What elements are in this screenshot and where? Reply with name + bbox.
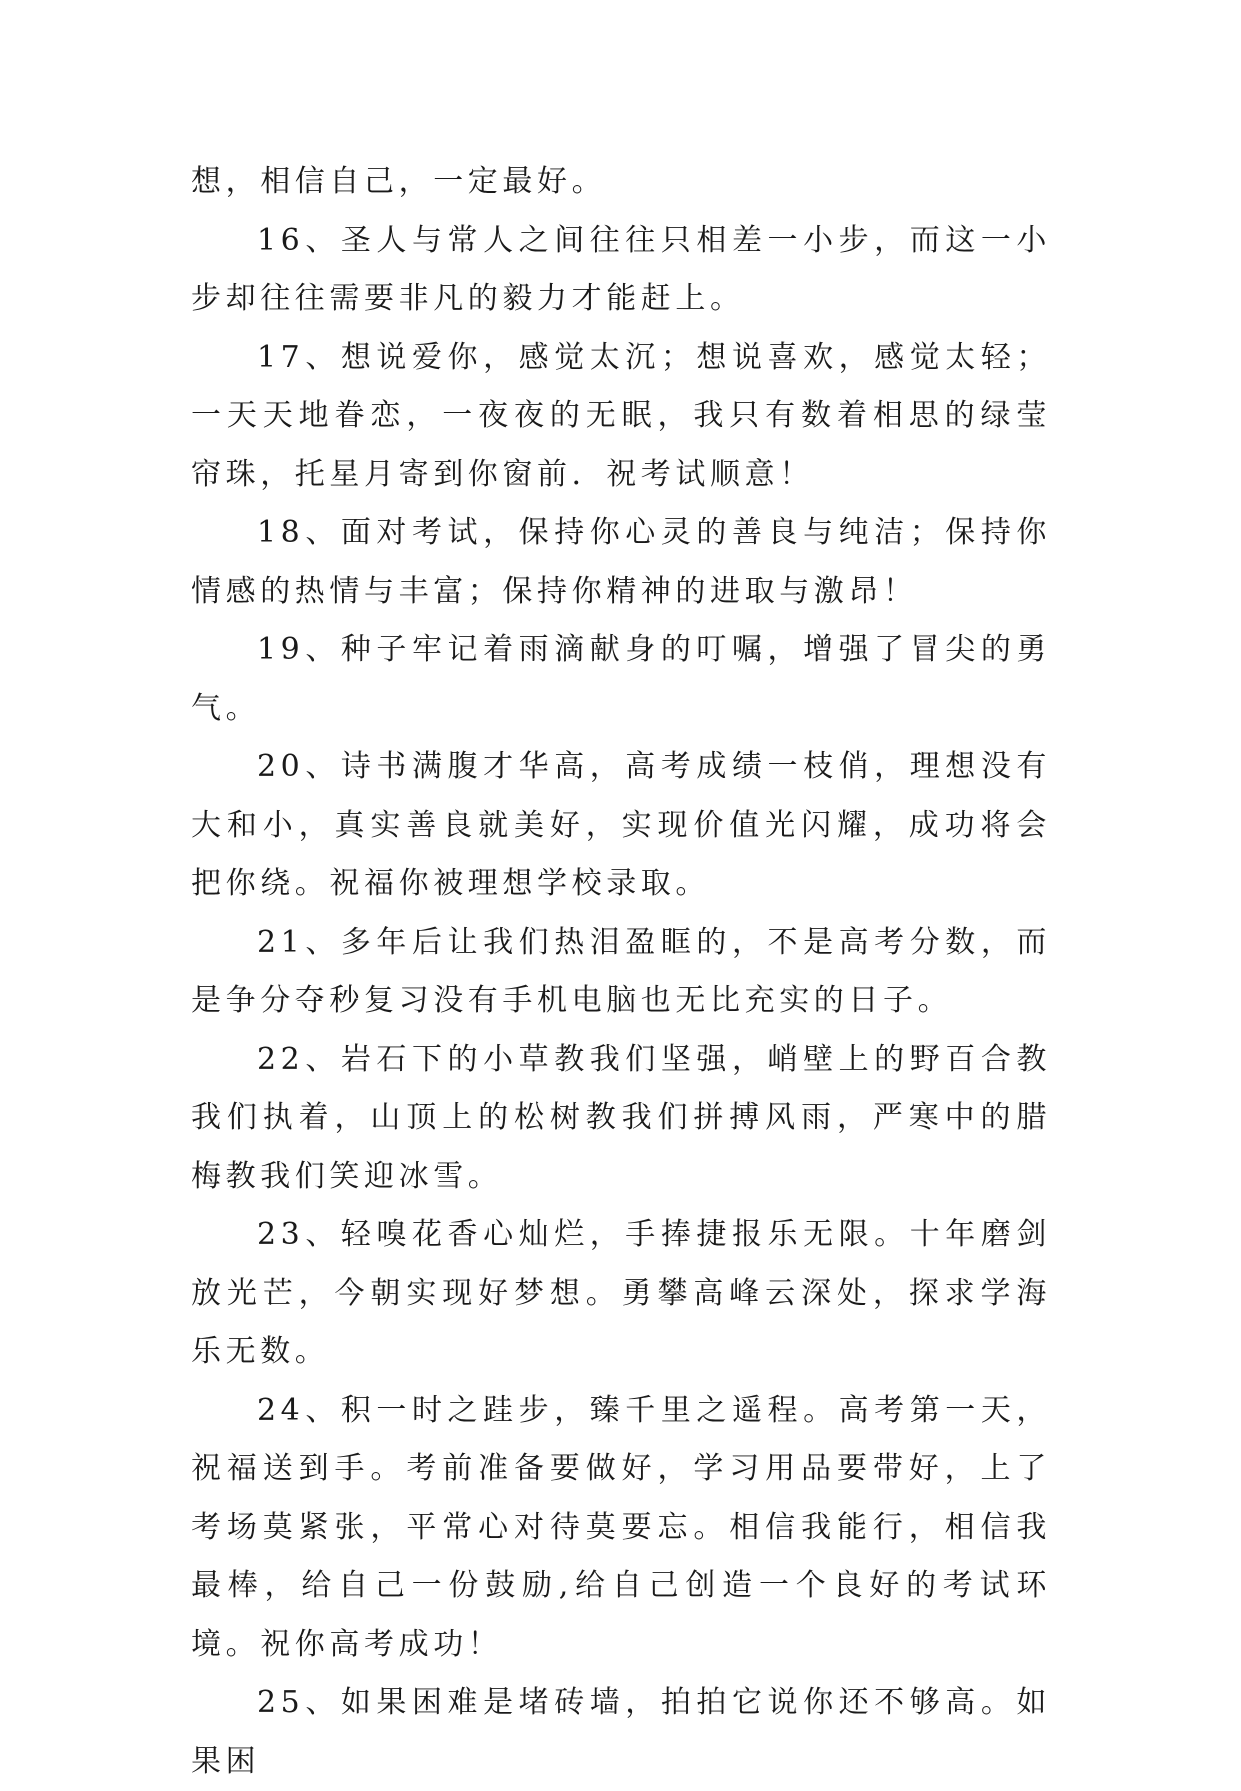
document-page <box>191 153 1051 1791</box>
paragraph-21: 21、多年后让我们热泪盈眶的，不是高考分数，而是争分夺秒复习没有手机电脑也无比充实的日子。 <box>191 924 1051 1018</box>
paragraph-16: 16、圣人与常人之间往往只相差一小步，而这一小步却往往需要非凡的毅力才能赶上。 <box>191 222 1051 316</box>
paragraph-15-continuation: 想，相信自己，一定最好。 <box>191 164 607 199</box>
paragraph-24: 24、积一时之跬步，臻千里之遥程。高考第一天，祝福送到手。考前准备要做好，学习用品要带好，上了考场莫紧张，平常心对待莫要忘。相信我能行，相信我最棒，给自己一份鼓励,给自己创造一个良好的考试环境。祝你高考成功！ <box>191 1392 1051 1662</box>
paragraph-25: 25、如果困难是堵砖墙，拍拍它说你还不够高。如果困 <box>191 1685 1051 1779</box>
paragraph-17: 17、想说爱你，感觉太沉；想说喜欢，感觉太轻；一天天地眷恋，一夜夜的无眠，我只有数着相思的绿莹帘珠，托星月寄到你窗前．祝考试顺意！ <box>191 339 1051 492</box>
paragraph-20: 20、诗书满腹才华高，高考成绩一枝俏，理想没有大和小，真实善良就美好，实现价值光闪耀，成功将会把你绕。祝福你被理想学校录取。 <box>191 749 1051 901</box>
paragraph-18: 18、面对考试，保持你心灵的善良与纯洁；保持你情感的热情与丰富；保持你精神的进取与激昂！ <box>191 515 1051 609</box>
paragraph-23: 23、轻嗅花香心灿烂，手捧捷报乐无限。十年磨剑放光芒，今朝实现好梦想。勇攀高峰云深处，探求学海乐无数。 <box>191 1217 1051 1369</box>
paragraph-22: 22、岩石下的小草教我们坚强，峭壁上的野百合教我们执着，山顶上的松树教我们拼搏风雨，严寒中的腊梅教我们笑迎冰雪。 <box>191 1041 1051 1194</box>
paragraph-19: 19、种子牢记着雨滴献身的叮嘱，增强了冒尖的勇气。 <box>191 632 1051 726</box>
